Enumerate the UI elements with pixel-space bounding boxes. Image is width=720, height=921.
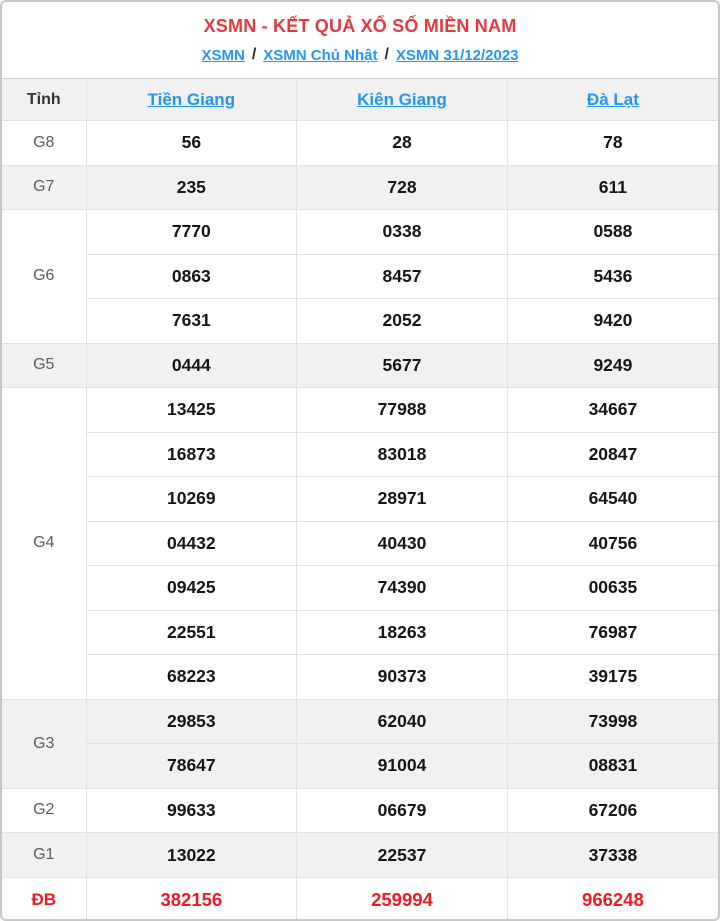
result-value: 09425 <box>86 566 297 611</box>
result-value: 39175 <box>507 655 718 700</box>
breadcrumb-separator: / <box>384 46 389 63</box>
result-value: 0338 <box>297 210 508 255</box>
column-header-da-lat <box>507 79 718 121</box>
result-value: 728 <box>297 165 508 210</box>
result-value: 56 <box>86 121 297 166</box>
result-value: 78 <box>507 121 718 166</box>
page-title: XSMN - KẾT QUẢ XỔ SỐ MIỀN NAM <box>203 16 517 36</box>
result-value: 9249 <box>507 343 718 388</box>
result-value: 76987 <box>507 610 718 655</box>
result-value: 28 <box>297 121 508 166</box>
result-value: 7770 <box>86 210 297 255</box>
table-row <box>2 299 718 344</box>
prize-label: G2 <box>2 788 86 833</box>
table-row <box>2 877 718 921</box>
result-value: 34667 <box>507 388 718 433</box>
table-row <box>2 432 718 477</box>
result-value: 18263 <box>297 610 508 655</box>
result-value: 22551 <box>86 610 297 655</box>
result-value: 9420 <box>507 299 718 344</box>
result-value: 67206 <box>507 788 718 833</box>
table-row <box>2 833 718 878</box>
result-value: 00635 <box>507 566 718 611</box>
result-value: 08831 <box>507 744 718 789</box>
result-value: 37338 <box>507 833 718 878</box>
table-row <box>2 521 718 566</box>
result-value: 0444 <box>86 343 297 388</box>
prize-label: G8 <box>2 121 86 166</box>
table-row <box>2 343 718 388</box>
result-value: 5677 <box>297 343 508 388</box>
result-value: 0863 <box>86 254 297 299</box>
breadcrumb-link-xsmn-date[interactable]: XSMN 31/12/2023 <box>395 46 519 64</box>
table-row <box>2 788 718 833</box>
result-value: 5436 <box>507 254 718 299</box>
result-value: 235 <box>86 165 297 210</box>
result-value: 10269 <box>86 477 297 522</box>
result-value: 382156 <box>86 877 297 921</box>
breadcrumb-separator: / <box>251 46 257 63</box>
table-row <box>2 165 718 210</box>
result-value: 40430 <box>297 521 508 566</box>
result-value: 90373 <box>297 655 508 700</box>
column-link-kien-giang[interactable]: Kiên Giang <box>357 89 447 109</box>
result-value: 0588 <box>507 210 718 255</box>
result-value: 28971 <box>297 477 508 522</box>
header <box>2 2 718 78</box>
prize-label: G3 <box>2 699 86 788</box>
prize-label: G5 <box>2 343 86 388</box>
result-value: 22537 <box>297 833 508 878</box>
result-value: 16873 <box>86 432 297 477</box>
breadcrumb-link-xsmn[interactable]: XSMN <box>201 46 245 64</box>
result-value: 259994 <box>297 877 508 921</box>
table-row <box>2 744 718 789</box>
table-header-row <box>2 79 718 121</box>
result-value: 74390 <box>297 566 508 611</box>
column-link-tien-giang[interactable]: Tiền Giang <box>147 89 236 109</box>
table-row <box>2 121 718 166</box>
result-value: 06679 <box>297 788 508 833</box>
table-row <box>2 388 718 433</box>
prize-label: G6 <box>2 210 86 344</box>
result-value: 68223 <box>86 655 297 700</box>
table-row <box>2 566 718 611</box>
result-value: 99633 <box>86 788 297 833</box>
table-row <box>2 699 718 744</box>
column-header-tien-giang <box>86 79 297 121</box>
result-value: 7631 <box>86 299 297 344</box>
prize-label: G4 <box>2 388 86 700</box>
result-value: 29853 <box>86 699 297 744</box>
column-link-da-lat[interactable]: Đà Lạt <box>586 89 639 109</box>
result-value: 91004 <box>297 744 508 789</box>
table-row <box>2 210 718 255</box>
result-value: 13022 <box>86 833 297 878</box>
table-row <box>2 477 718 522</box>
prize-label: ĐB <box>2 877 86 921</box>
result-value: 8457 <box>297 254 508 299</box>
result-value: 77988 <box>297 388 508 433</box>
province-corner-label: Tỉnh <box>2 79 86 121</box>
results-table <box>2 78 718 921</box>
result-value: 64540 <box>507 477 718 522</box>
table-row <box>2 610 718 655</box>
result-value: 20847 <box>507 432 718 477</box>
breadcrumb-link-xsmn-chu-nhat[interactable]: XSMN Chủ Nhật <box>263 46 378 64</box>
column-header-kien-giang <box>297 79 508 121</box>
result-value: 2052 <box>297 299 508 344</box>
result-value: 04432 <box>86 521 297 566</box>
table-row <box>2 254 718 299</box>
result-value: 13425 <box>86 388 297 433</box>
table-row <box>2 655 718 700</box>
result-value: 611 <box>507 165 718 210</box>
result-value: 966248 <box>507 877 718 921</box>
result-value: 62040 <box>297 699 508 744</box>
result-value: 78647 <box>86 744 297 789</box>
result-value: 83018 <box>297 432 508 477</box>
prize-label: G1 <box>2 833 86 878</box>
result-value: 40756 <box>507 521 718 566</box>
result-value: 73998 <box>507 699 718 744</box>
prize-label: G7 <box>2 165 86 210</box>
breadcrumb <box>202 46 519 64</box>
